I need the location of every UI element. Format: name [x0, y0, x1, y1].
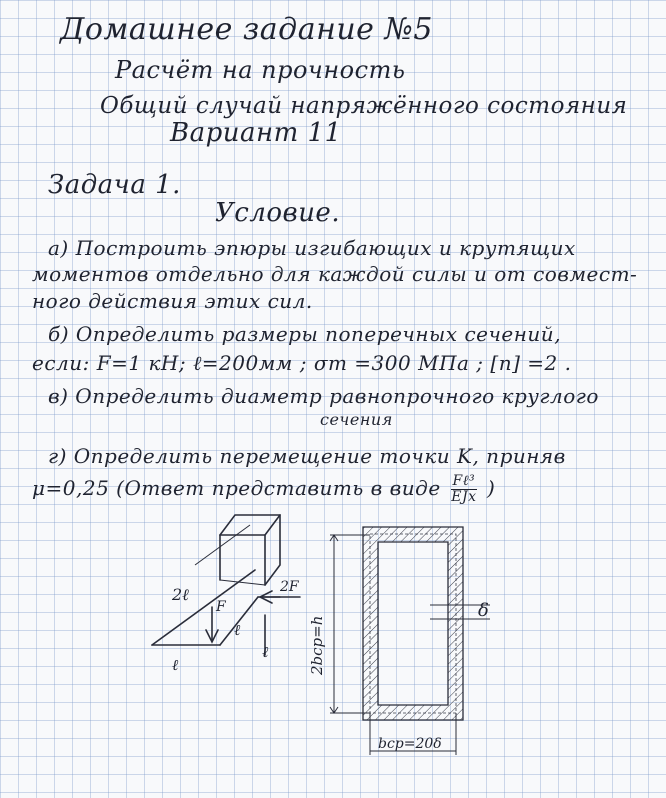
fraction-numerator: Fℓ³ — [452, 473, 476, 489]
answer-fraction — [451, 474, 478, 505]
task-heading: Задача 1. — [48, 170, 181, 200]
variant: Вариант 11 — [170, 118, 342, 148]
label-l-3: ℓ — [172, 656, 179, 674]
item-d-line-1: г) Определить перемещение точки K, приняв — [48, 444, 566, 468]
label-2l: 2ℓ — [172, 585, 189, 604]
label-f: F — [216, 599, 226, 615]
topic: Общий случай напряжённого состояния — [100, 93, 628, 119]
item-c-line-1: в) Определить диаметр равнопрочного круглого — [48, 384, 599, 408]
item-d-suffix: ) — [487, 476, 496, 500]
item-c-line-2: сечения — [320, 410, 393, 429]
subtitle: Расчёт на прочность — [115, 56, 406, 84]
frame-diagram — [140, 505, 320, 690]
fraction-denominator: EJx — [451, 489, 477, 505]
item-b-line-2: если: F=1 кН; ℓ=200мм ; σт =300 МПа ; [n] =2 . — [32, 351, 572, 375]
item-a-line-2: моментов отдельно для каждой силы и от совмест- — [32, 262, 638, 286]
width-label: bср=20δ — [378, 736, 442, 752]
item-d-prefix: μ=0,25 (Ответ представить в виде — [32, 476, 441, 500]
condition-heading: Условие. — [215, 198, 341, 228]
label-2f: 2F — [280, 579, 299, 595]
label-l-1: ℓ — [234, 621, 241, 639]
height-label: 2bср=h — [308, 615, 326, 675]
section-walls — [363, 527, 463, 720]
item-a-line-1: а) Построить эпюры изгибающих и крутящих — [48, 236, 576, 260]
item-b-line-1: б) Определить размеры поперечных сечений, — [48, 322, 562, 346]
label-l-2: ℓ — [262, 643, 269, 661]
thickness-label: δ — [478, 600, 489, 621]
cross-section-diagram — [300, 515, 515, 770]
page-title: Домашнее задание №5 — [60, 12, 433, 47]
item-d-line-2 — [32, 474, 495, 505]
item-a-line-3: ного действия этих сил. — [32, 289, 313, 313]
